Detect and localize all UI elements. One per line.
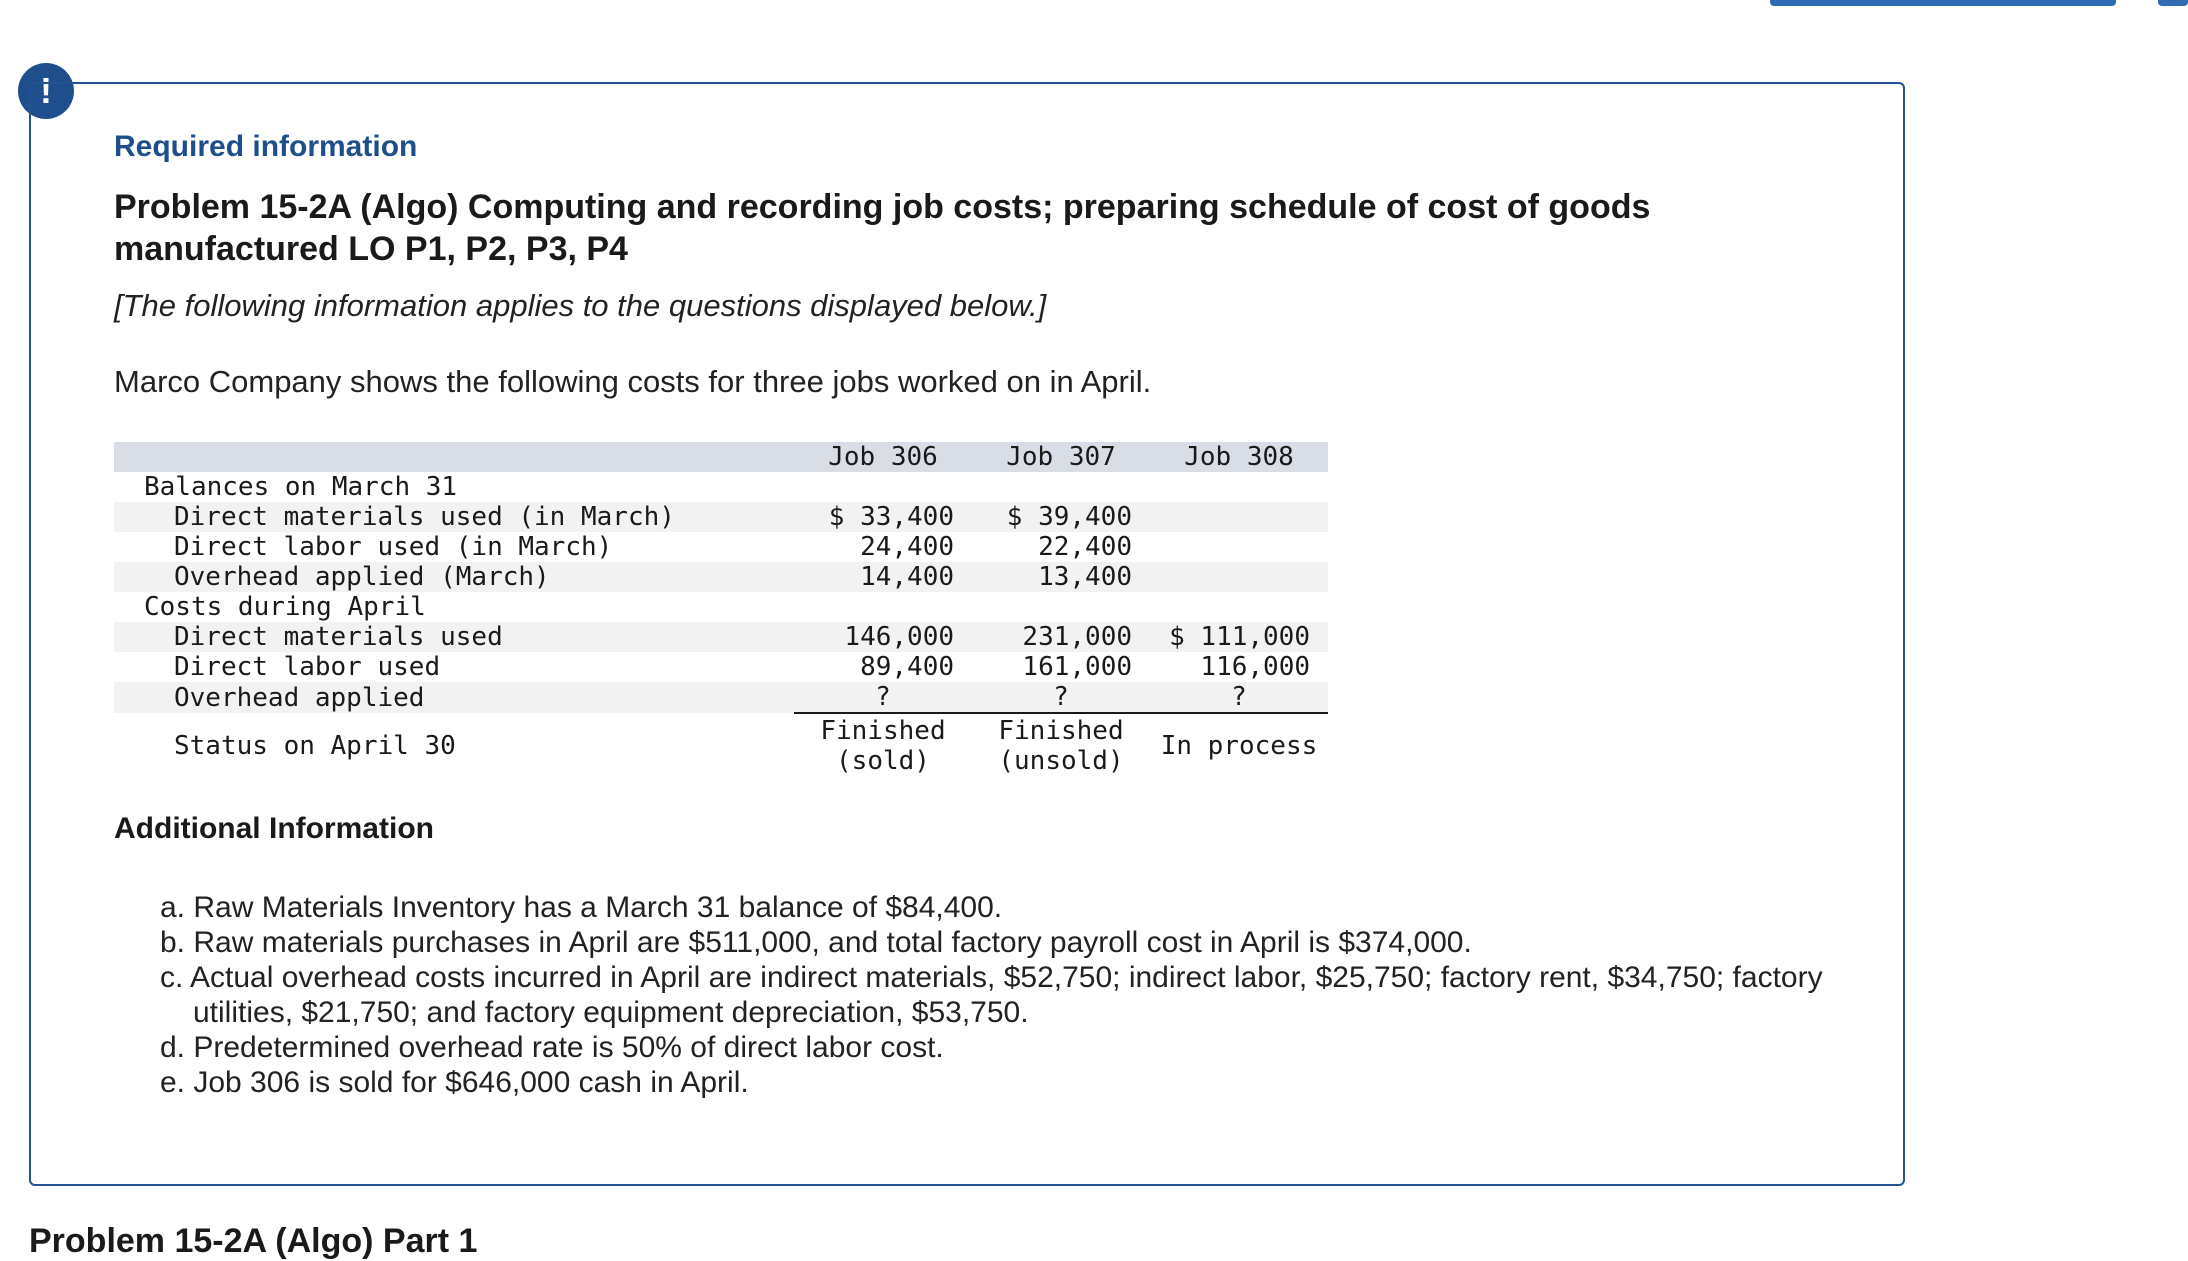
status-job-307	[972, 713, 1150, 778]
section-label: Balances on March 31	[144, 472, 458, 502]
status-line: Finished	[820, 716, 946, 746]
section-row-april	[114, 592, 1328, 622]
row-label: Direct labor used (in March)	[174, 532, 613, 562]
row-label: Overhead applied (March)	[114, 562, 794, 592]
status-row	[114, 713, 1328, 778]
status-job-308: In process	[1160, 731, 1318, 761]
cell-job-306: 24,400	[860, 532, 954, 562]
section-label: Costs during April	[144, 592, 426, 622]
table-row	[114, 562, 1328, 592]
row-label: Direct labor used	[174, 652, 441, 682]
status-line: (sold)	[836, 746, 930, 776]
list-item: c. Actual overhead costs incurred in April are indirect materials, $52,750; indirect labor, $25,750; factory rent, $34,750; factory utilities, $21,750; and factory equipment depreciation, $53,750.	[160, 961, 1823, 1029]
list-item: a. Raw Materials Inventory has a March 31 balance of $84,400.	[160, 891, 1003, 924]
cell-job-308: ?	[1150, 682, 1328, 713]
alert-icon: !	[18, 63, 74, 119]
next-section-title: Problem 15-2A (Algo) Part 1	[29, 1222, 478, 1260]
cell-job-306: $ 33,400	[794, 502, 972, 532]
table-row	[114, 682, 1328, 713]
cell-job-307: 231,000	[972, 622, 1150, 652]
cell-job-306: 14,400	[794, 562, 972, 592]
section-row-balances	[114, 472, 1328, 502]
cell-job-306: 146,000	[794, 622, 972, 652]
col-job-306: Job 306	[794, 442, 972, 472]
status-line: (unsold)	[998, 746, 1124, 776]
list-item: e. Job 306 is sold for $646,000 cash in April.	[160, 1066, 749, 1099]
col-job-308: Job 308	[1150, 442, 1328, 472]
cell-job-308	[1150, 562, 1328, 592]
table-row	[114, 532, 1328, 562]
job-costs-table	[114, 442, 1328, 778]
cell-job-306: 89,400	[860, 652, 954, 682]
additional-information-heading: Additional Information	[114, 812, 434, 845]
applies-note: [The following information applies to the questions displayed below.]	[114, 288, 1047, 323]
cell-job-307: 22,400	[1038, 532, 1132, 562]
table-row	[114, 622, 1328, 652]
cell-job-307: ?	[972, 682, 1150, 713]
table-header-row	[114, 442, 1328, 472]
intro-text: Marco Company shows the following costs for three jobs worked on in April.	[114, 364, 1152, 399]
top-tab-indicator[interactable]	[1770, 0, 2116, 6]
cell-job-307: 13,400	[972, 562, 1150, 592]
cell-job-308: $ 111,000	[1150, 622, 1328, 652]
problem-title: Problem 15-2A (Algo) Computing and recording job costs; preparing schedule of cost of goods manufactured LO P1, P2, P3, P4	[114, 188, 1651, 268]
required-information-heading: Required information	[114, 130, 418, 163]
additional-information-list	[160, 890, 1860, 1100]
col-job-307: Job 307	[972, 442, 1150, 472]
row-label: Direct materials used (in March)	[114, 502, 794, 532]
row-label: Direct materials used	[114, 622, 794, 652]
status-line: Finished	[998, 716, 1124, 746]
table-row	[114, 502, 1328, 532]
cell-job-308: 116,000	[1200, 652, 1310, 682]
header-blank	[114, 442, 794, 472]
status-job-306	[794, 713, 972, 778]
top-tab-indicator-secondary[interactable]	[2158, 0, 2188, 6]
cell-job-307: 161,000	[1022, 652, 1132, 682]
cell-job-306: ?	[794, 682, 972, 713]
list-item: b. Raw materials purchases in April are $511,000, and total factory payroll cost in April is $374,000.	[160, 926, 1472, 959]
cell-job-308	[1150, 502, 1328, 532]
row-label: Overhead applied	[114, 682, 794, 713]
cell-job-307: $ 39,400	[972, 502, 1150, 532]
table-row	[114, 652, 1328, 682]
cell-job-308	[1150, 532, 1328, 562]
list-item: d. Predetermined overhead rate is 50% of direct labor cost.	[160, 1031, 944, 1064]
row-label: Status on April 30	[174, 730, 456, 761]
